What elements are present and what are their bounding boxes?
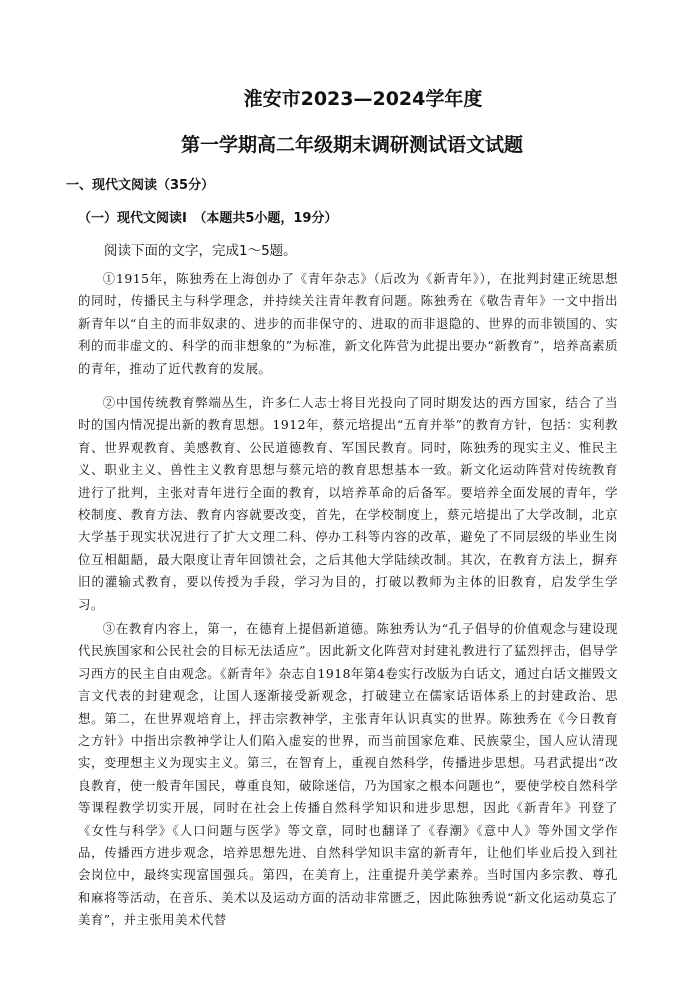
passage-paragraph-3: ③在教育内容上，第一，在德育上提倡新道德。陈独秀认为“孔子倡导的价值观念与建设现代民族国家和公民社会的目标无法适应”。因此新文化阵营对封建礼教进行了猛烈抨击，倡导学习西方的民主自由观念。《新青年》杂志自1918年第4卷实行改版为白话文，通过白话文摧毁文言文代表的封建观念，让国人逐渐接受新观念，打破建立在儒家话语体系上的封建政治、思想。第二，在世界观培育上，抨击宗教神学，主张青年认识真实的世界。陈独秀在《今日教育之方针》中指出宗教神学让人们陷入虚妄的世界，而当前国家危难、民族蒙尘，国人应认清现实，变理想主义为现实主义。第三，在智育上，重视自然科学，传播进步思想。马君武提出“改良教育，使一般青年国民，尊重良知，破除迷信，乃为国家之根本问题也”，要使学校自然科学等课程教学切实开展，同时在社会上传播自然科学知识和进步思想，因此《新青年》刊登了《女性与科学》《人口问题与医学》等文章，同时也翻译了《春潮》《意中人》等外国文学作品，传播西方进步观念，培养思想先进、自然科学知识丰富的新青年，让他们毕业后投入到社会岗位中，最终实现富国强兵。第四，在美育上，注重提升美学素养。当时国内多宗教、尊孔和麻将等活动，在音乐、美术以及运动方面的活动非常匮乏，因此陈独秀说“新文化运动莫忘了美育”，并主张用美术代替 [78,621,618,928]
exam-title-line1: 淮安市2023—2024学年度 [243,88,483,110]
section-heading-reading: 一、现代文阅读（35分） [66,178,215,193]
subsection-heading-reading-1: （一）现代文阅读I （本题共5小题，19分） [78,211,338,226]
passage-paragraph-1: ①1915年，陈独秀在上海创办了《青年杂志》（后改为《新青年》），在批判封建正统思想的同时，传播民主与科学理念，并持续关注青年教育问题。陈独秀在《敬告青年》一文中指出新青年以“自主的而非奴隶的、进步的而非保守的、进取的而非退隐的、世界的而非锁国的、实利的而非虚文的、科学的而非想象的”为标准，新文化阵营为此提出要办“新教育”，培养高素质的青年，推动了近代教育的发展。 [78,271,618,376]
reading-instruction: 阅读下面的文字，完成1～5题。 [104,243,297,259]
passage-paragraph-2: ②中国传统教育弊端丛生，许多仁人志士将目光投向了同时期发达的西方国家，结合了当时的国内情况提出新的教育思想。1912年，蔡元培提出“五育并举”的教育方针，包括：实利教育、世界观教育、美感教育、公民道德教育、军国民教育。同时，陈独秀的现实主义、惟民主义、职业主义、兽性主义教育思想与蔡元培的教育思想基本一致。新文化运动阵营对传统教育进行了批判，主张对青年进行全面的教育，以培养革命的后备军。要培养全面发展的青年，学校制度、教育方法、教育内容就要改变，首先，在学校制度上，蔡元培提出了大学改制，北京大学基于现实状况进行了扩大文理二科、停办工科等内容的改革，避免了不同层级的毕业生岗位互相龃龉，最大限度让青年回馈社会，之后其他大学陆续改制。其次，在教育方法上，摒弃旧的灌输式教育，要以传授为手段，学习为目的，打破以教师为主体的旧教育，启发学生学习。 [78,395,618,612]
exam-title-line2: 第一学期高二年级期末调研测试语文试题 [180,134,523,156]
